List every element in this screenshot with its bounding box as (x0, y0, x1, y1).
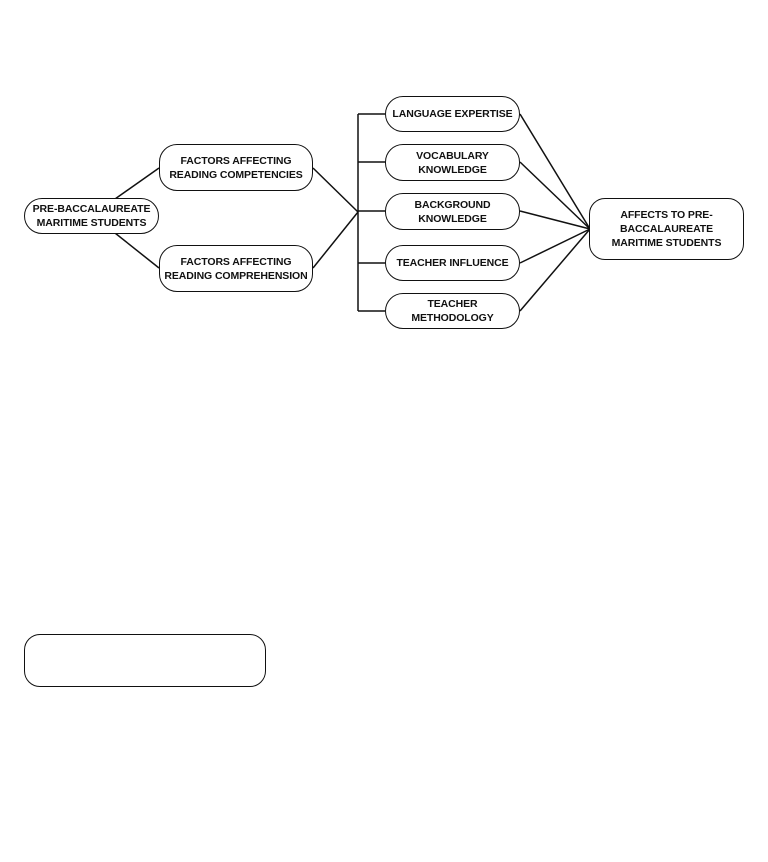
empty-text-box[interactable] (24, 634, 266, 687)
node-sub-3-label: BACKGROUND KNOWLEDGE (414, 198, 491, 225)
node-outcome-label: AFFECTS TO PRE-BACCALAUREATE MARITIME STUDENTS (611, 209, 722, 249)
node-language-expertise (385, 96, 520, 132)
node-vocabulary-knowledge (385, 144, 520, 181)
node-sub-4-label: TEACHER INFLUENCE (396, 257, 509, 269)
node-sub-1-label: LANGUAGE EXPERTISE (392, 108, 513, 120)
edge-sub-3-outcome (520, 211, 590, 229)
edge-factor-2-hub (313, 212, 358, 268)
node-outcome (589, 198, 744, 260)
node-teacher-influence (385, 245, 520, 281)
edge-source-factor-2 (115, 233, 159, 268)
node-background-knowledge (385, 193, 520, 230)
node-factor-2-label: FACTORS AFFECTING READING COMPREHENSION (164, 255, 308, 282)
edge-sub-5-outcome (520, 229, 590, 311)
edge-factor-1-hub (313, 168, 358, 212)
node-sub-2-label: VOCABULARY KNOWLEDGE (416, 149, 489, 176)
node-factor-reading-comprehension (159, 245, 313, 292)
node-source (24, 198, 159, 234)
edge-sub-4-outcome (520, 229, 590, 263)
edge-source-factor-1 (115, 168, 159, 199)
node-sub-5-label: TEACHER METHODOLOGY (411, 298, 494, 324)
node-factor-1-label: FACTORS AFFECTING READING COMPETENCIES (169, 154, 303, 181)
node-factor-reading-competencies (159, 144, 313, 191)
node-teacher-methodology (385, 293, 520, 329)
node-source-label: PRE-BACCALAUREATE MARITIME STUDENTS (32, 203, 151, 229)
